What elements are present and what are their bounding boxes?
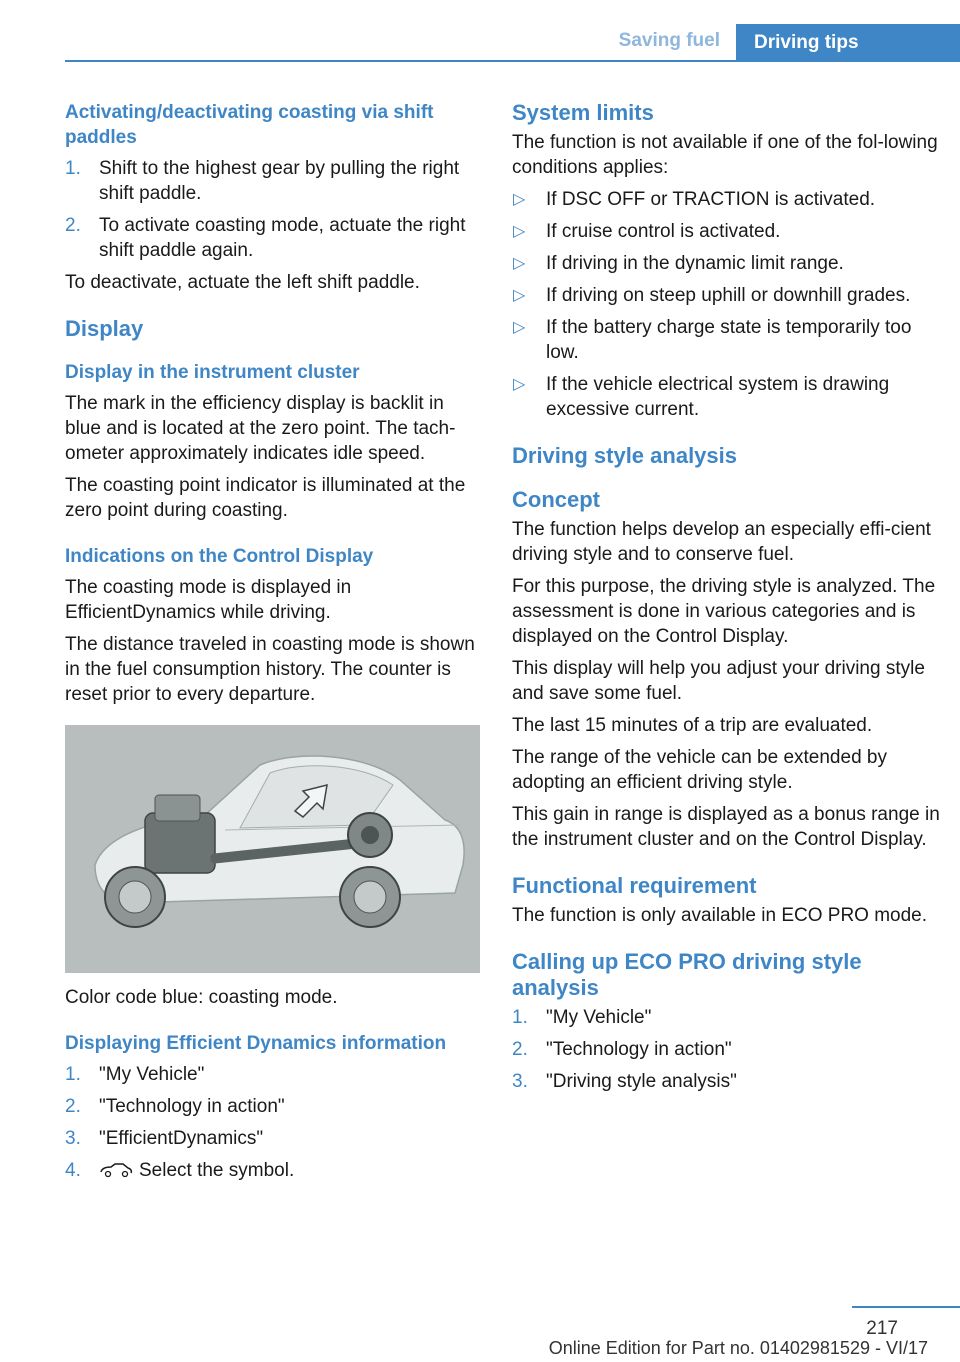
limit-text: If the vehicle electrical system is drawing excessive current. [546,374,890,420]
right-column [512,100,942,1101]
cluster-paragraph-2: The coasting point indicator is illuminated at the zero point during coasting. [65,475,466,521]
heading-driving-style-analysis: Driving style analysis [512,443,737,468]
step-number: 1. [65,1064,81,1085]
list-item [65,1126,483,1151]
heading-display: Display [65,316,144,341]
step-number: 2. [65,1096,81,1117]
header-chapter-tab: Driving tips [736,24,960,61]
list-item [512,219,942,244]
list-item [65,213,483,263]
list-item [65,1062,483,1087]
list-item [512,1037,942,1062]
step-text: "Technology in action" [99,1096,285,1117]
triangle-bullet-icon: ▷ [513,191,526,208]
limits-intro: The function is not available if one of the fol‐lowing conditions applies: [512,132,938,178]
step-text: Select the symbol. [139,1160,295,1181]
list-item [65,1094,483,1119]
concept-paragraph: The last 15 minutes of a trip are evaluated. [512,715,873,736]
triangle-bullet-icon: ▷ [513,287,526,304]
heading-instrument-cluster: Display in the instrument cluster [65,362,360,383]
left-column [65,100,483,1190]
car-coasting-illustration [65,725,480,973]
list-item [512,251,942,276]
limits-list [512,187,942,422]
limit-text: If DSC OFF or TRACTION is activated. [546,189,876,210]
step-text: "My Vehicle" [546,1007,652,1028]
requirement-paragraph: The function is only available in ECO PRO mode. [512,905,928,926]
step-number: 1. [65,158,81,179]
step-number: 1. [512,1007,528,1028]
concept-paragraph: This gain in range is displayed as a bonus range in the instrument cluster and on the Control Display. [512,804,940,850]
list-item [65,1158,483,1183]
step-text: "My Vehicle" [99,1064,205,1085]
limit-text: If driving on steep uphill or downhill grades. [546,285,911,306]
list-item [512,1069,942,1094]
footer-rule [852,1306,960,1308]
triangle-bullet-icon: ▷ [513,255,526,272]
control-paragraph-1: The coasting mode is displayed in EfficientDynamics while driving. [65,577,352,623]
car-symbol-icon [99,1162,133,1178]
list-item [512,372,942,422]
edition-footer: Online Edition for Part no. 01402981529 - VI/17 [548,1338,928,1358]
list-item [512,315,942,365]
list-item [512,1005,942,1030]
deactivate-text: To deactivate, actuate the left shift paddle. [65,272,420,293]
step-number: 2. [65,215,81,236]
figure-caption: Color code blue: coasting mode. [65,987,338,1008]
limit-text: If driving in the dynamic limit range. [546,253,844,274]
list-item [65,156,483,206]
list-item [512,283,942,308]
cluster-paragraph-1: The mark in the efficiency display is backlit in blue and is located at the zero point. The tach‐ometer approximately indicates idle speed. [65,393,456,464]
triangle-bullet-icon: ▷ [513,376,526,393]
header-section-label: Saving fuel [618,30,720,51]
step-number: 3. [512,1071,528,1092]
step-number: 2. [512,1039,528,1060]
step-text: "Technology in action" [546,1039,732,1060]
list-item [512,187,942,212]
car-illustration-svg [65,725,480,973]
paddle-steps-list [65,156,483,263]
triangle-bullet-icon: ▷ [513,319,526,336]
step-text: "Driving style analysis" [546,1071,737,1092]
heading-functional-requirement: Functional requirement [512,873,757,898]
calling-steps-list [512,1005,942,1094]
concept-paragraph: The function helps develop an especially effi‐cient driving style and to conserve fuel. [512,519,931,565]
concept-paragraph: This display will help you adjust your driving style and save some fuel. [512,658,925,704]
heading-shift-paddles: Activating/deactivating coasting via shift paddles [65,102,434,148]
step-text: "EfficientDynamics" [99,1128,264,1149]
step-text: To activate coasting mode, actuate the right shift paddle again. [99,215,466,261]
step-number: 4. [65,1160,81,1181]
triangle-bullet-icon: ▷ [513,223,526,240]
heading-system-limits: System limits [512,100,654,125]
heading-control-display: Indications on the Control Display [65,546,374,567]
heading-calling-up-analysis: Calling up ECO PRO driving style analysis [512,949,862,1000]
concept-paragraph: For this purpose, the driving style is analyzed. The assessment is done in various categories and is displayed on the Control Display. [512,576,936,647]
header-rule [65,60,960,62]
concept-paragraph: The range of the vehicle can be extended by adopting an efficient driving style. [512,747,887,793]
heading-concept: Concept [512,487,600,512]
step-number: 3. [65,1128,81,1149]
heading-displaying-efficientdynamics: Displaying Efficient Dynamics information [65,1033,447,1054]
displaying-steps-list [65,1062,483,1183]
limit-text: If the battery charge state is temporarily too low. [546,317,912,363]
page-number: 217 [866,1318,898,1339]
step-text: Shift to the highest gear by pulling the right shift paddle. [99,158,460,204]
limit-text: If cruise control is activated. [546,221,781,242]
control-paragraph-2: The distance traveled in coasting mode is shown in the fuel consumption history. The counter is reset prior to every departure. [65,634,475,705]
